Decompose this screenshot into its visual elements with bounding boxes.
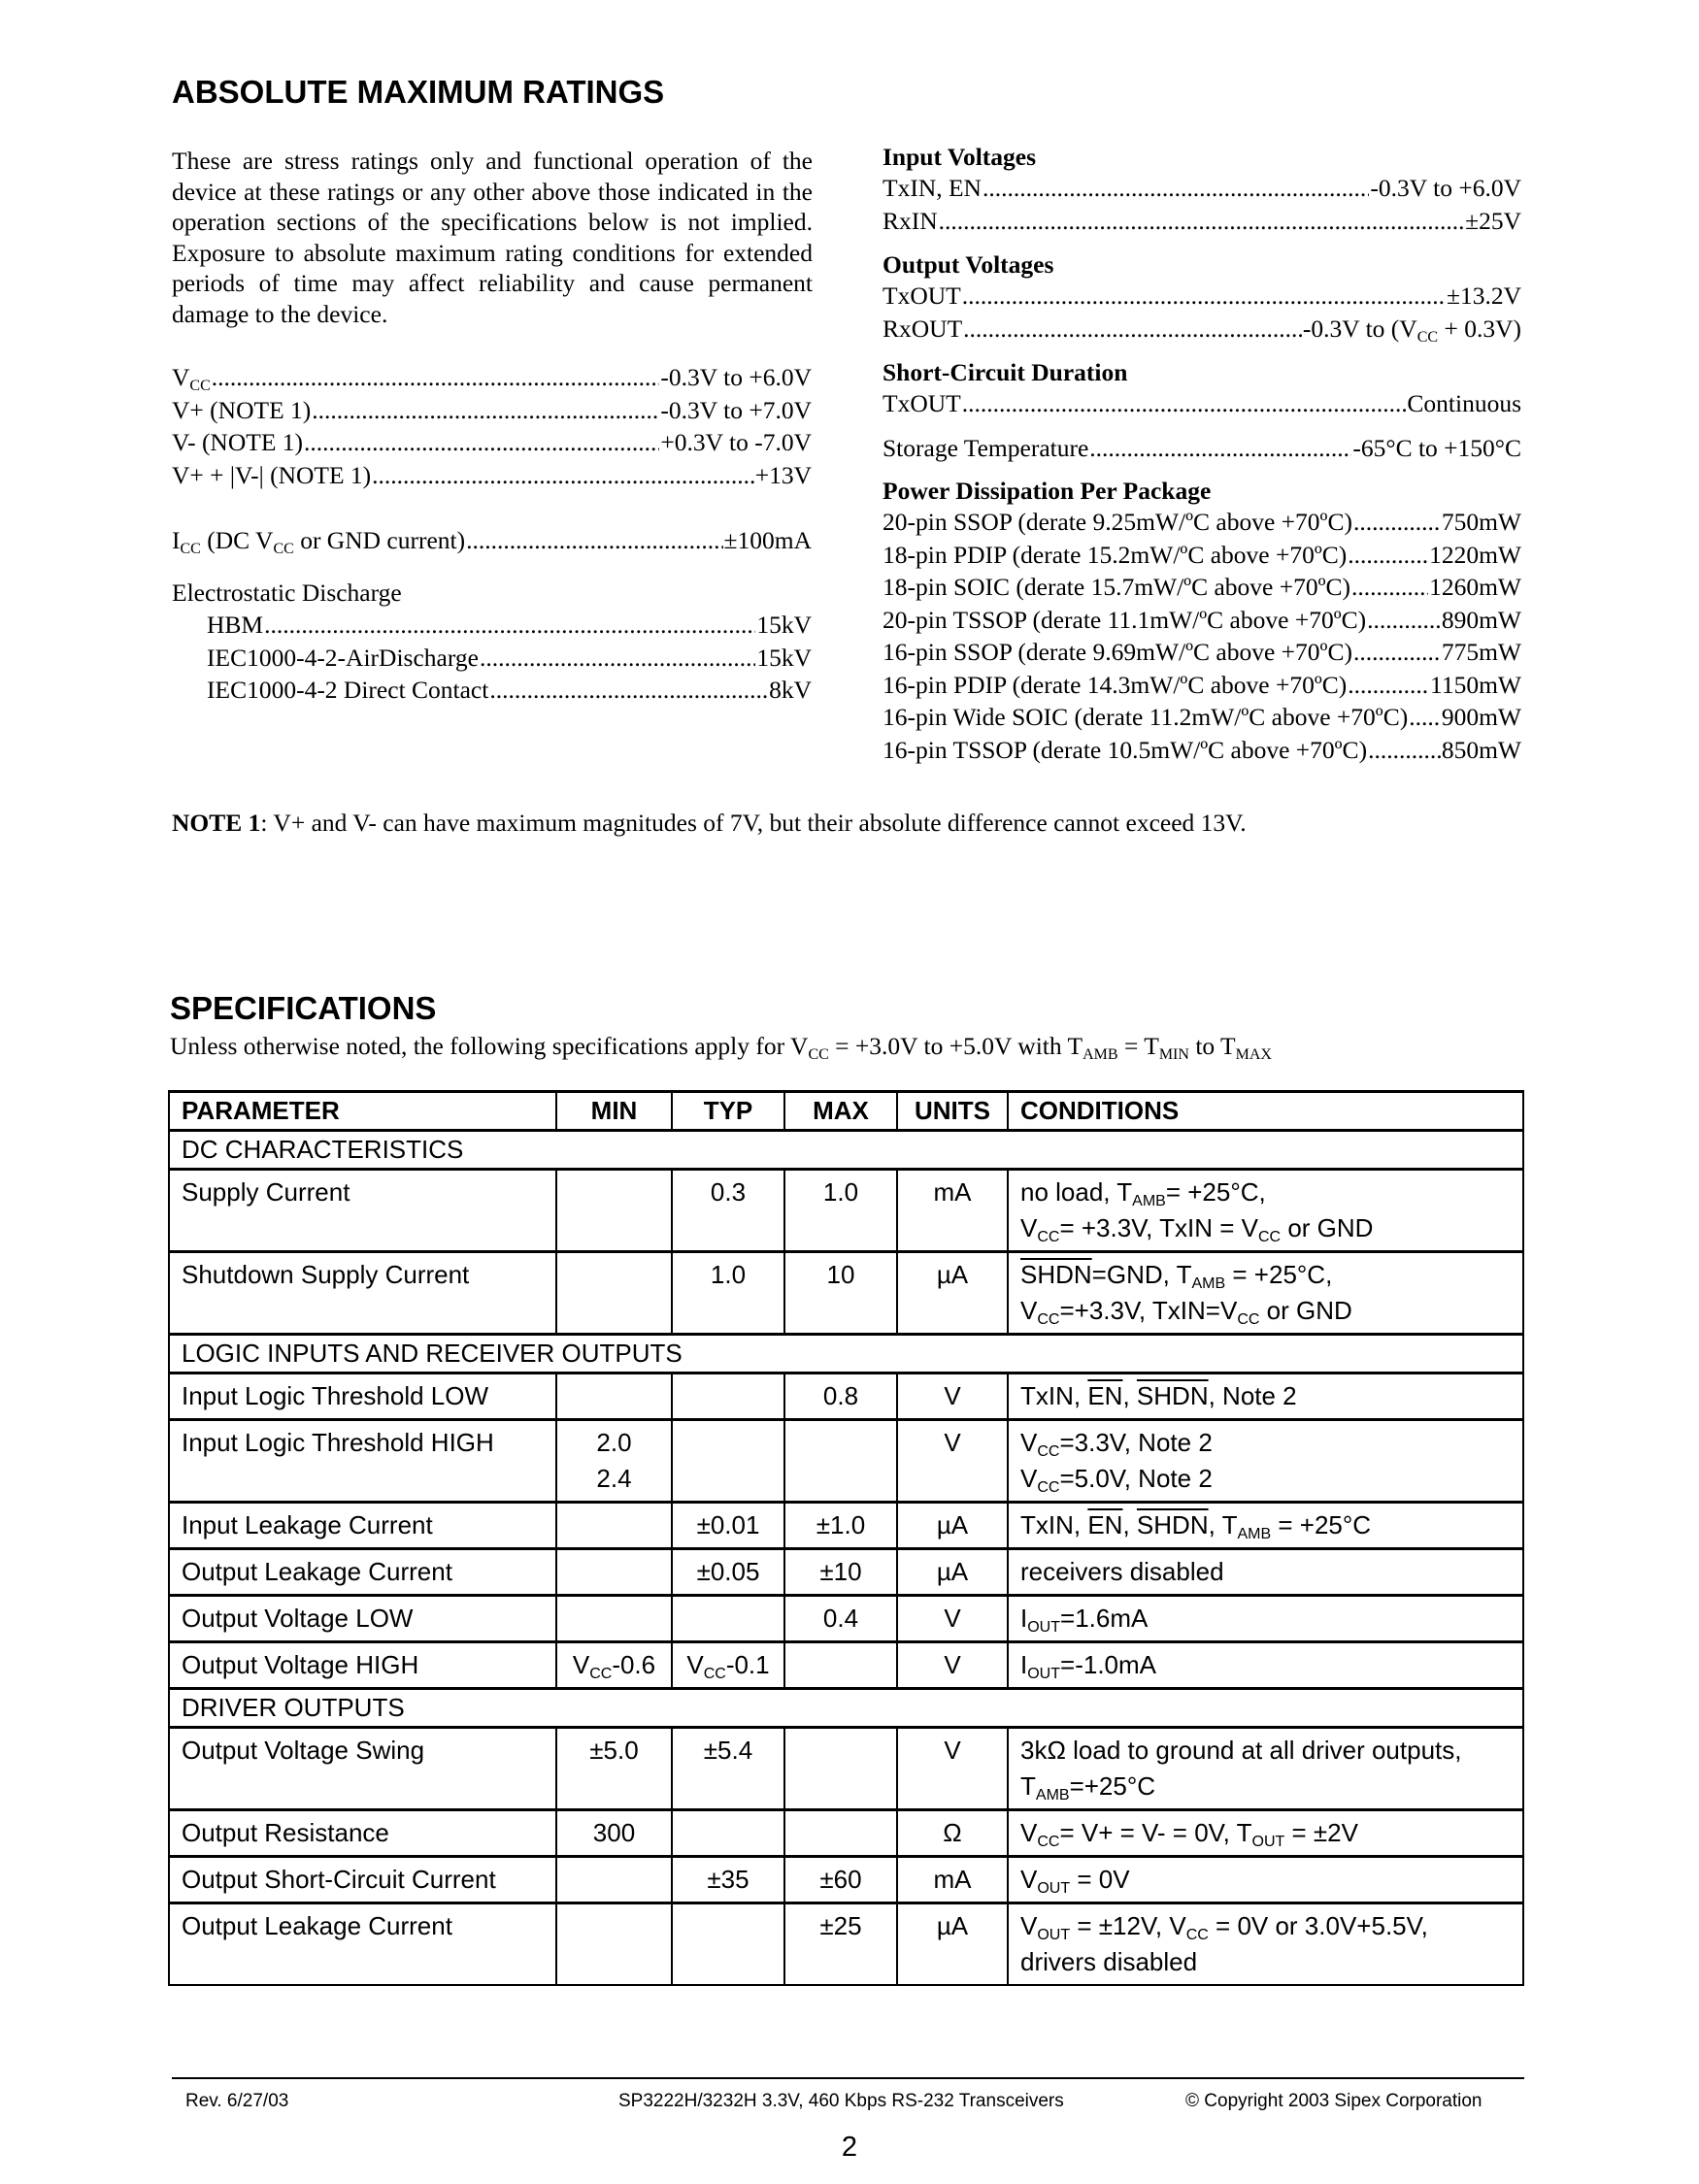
esd-title: Electrostatic Discharge [172,578,402,607]
conditions-cell: $I_{OUT}=1.6mA$ [1008,1596,1523,1642]
param-cell: Output Voltage Swing [169,1728,556,1810]
table-row [169,1596,1523,1642]
rating-rxout: RxOUT ..... -0.3V to $(V_{CC} + 0.3V)$ [883,314,1521,347]
param-cell: Output Leakage Current [169,1903,556,1986]
table-row [169,1420,1523,1503]
typ-cell [672,1373,784,1420]
footer-revision: Rev. 6/27/03 [185,2091,289,2111]
rating-air: IEC1000-4-2-AirDischarge ..... 15kV [172,644,812,677]
table-row [169,1373,1523,1420]
header-min: MIN [556,1092,672,1131]
rating-vplus: V+ (NOTE 1) ..... -0.3V to +7.0V [172,396,812,429]
input-voltages-title: Input Voltages [883,143,1037,171]
max-cell: 0.4 [784,1596,897,1642]
min-cell [556,1596,672,1642]
table-row [169,1170,1523,1252]
power-dissipation-row: 18-pin PDIP (derate 15.2mW/ºC above +70ºC) ..... 1220mW [883,541,1521,574]
conditions-cell: $V_{OUT} = \pm 12V$, $V_{CC} = 0V$ or 3.0V+5.5V, drivers disabled [1008,1903,1523,1986]
min-cell: 2.0 2.4 [556,1420,672,1503]
table-row [169,1252,1523,1335]
abs-max-title: ABSOLUTE MAXIMUM RATINGS [172,74,665,110]
min-cell [556,1857,672,1903]
header-parameter: PARAMETER [169,1092,556,1131]
short-circuit-title: Short-Circuit Duration [883,358,1128,386]
param-cell: Output Resistance [169,1810,556,1857]
max-cell: 0.8 [784,1373,897,1420]
max-cell: ±10 [784,1549,897,1596]
units-cell: V [897,1420,1008,1503]
max-cell: ±1.0 [784,1503,897,1549]
note-1: NOTE 1: V+ and V- can have maximum magnitudes of 7V, but their absolute difference cannot exceed 13V. [172,809,1247,837]
power-dissipation-list [883,508,1521,768]
min-cell [556,1252,672,1335]
units-cell: V [897,1728,1008,1810]
header-typ: TYP [672,1092,784,1131]
param-cell: Input Logic Threshold LOW [169,1373,556,1420]
section-row [169,1335,1523,1373]
min-cell: 300 [556,1810,672,1857]
max-cell [784,1810,897,1857]
power-dissipation-row: 16-pin SSOP (derate 9.69mW/ºC above +70ºC) ..... 775mW [883,638,1521,671]
footer-product: SP3222H/3232H 3.3V, 460 Kbps RS-232 Transceivers [618,2091,1064,2111]
param-cell: Output Voltage HIGH [169,1642,556,1689]
max-cell [784,1420,897,1503]
min-cell [556,1373,672,1420]
units-cell: mA [897,1857,1008,1903]
table-row [169,1903,1523,1986]
section-logic: LOGIC INPUTS AND RECEIVER OUTPUTS [169,1335,1523,1373]
typ-cell: $V_{CC}-0.1$ [672,1642,784,1689]
section-driver: DRIVER OUTPUTS [169,1689,1523,1728]
min-cell [556,1903,672,1986]
conditions-cell: TxIN, $\overline{EN}$, SHDN, Note 2 [1008,1373,1523,1420]
table-row [169,1549,1523,1596]
table-row [169,1857,1523,1903]
rating-icc: $I_{CC}$ (DC $V_{CC}$ or GND current) ..... ±100mA [172,526,812,559]
power-dissipation-row: 16-pin Wide SOIC (derate 11.2mW/ºC above +70ºC) ..... 900mW [883,703,1521,736]
page-number: 2 [841,2132,858,2163]
table-row [169,1642,1523,1689]
typ-cell [672,1596,784,1642]
header-units: UNITS [897,1092,1008,1131]
conditions-cell: receivers disabled [1008,1549,1523,1596]
header-max: MAX [784,1092,897,1131]
conditions-cell: no load, $T_{AMB}= +25^\circ C$, $V_{CC}= +3.3V$, TxIN = $V_{CC}$ or GND [1008,1170,1523,1252]
section-dc: DC CHARACTERISTICS [169,1131,1523,1170]
conditions-cell: SHDN=GND, $T_{AMB} = +25^\circ C$, $V_{CC}=+3.3V$, $TxIN=V_{CC}$ or GND [1008,1252,1523,1335]
power-dissipation-row: 20-pin SSOP (derate 9.25mW/ºC above +70ºC) ..... 750mW [883,508,1521,541]
param-cell: Output Leakage Current [169,1549,556,1596]
section-row [169,1131,1523,1170]
typ-cell: 1.0 [672,1252,784,1335]
table-row [169,1503,1523,1549]
table-header-row [169,1092,1523,1131]
units-cell: mA [897,1170,1008,1252]
table-row [169,1728,1523,1810]
rating-hbm: HBM ..... 15kV [172,611,812,644]
units-cell: µA [897,1252,1008,1335]
units-cell: V [897,1373,1008,1420]
max-cell: ±60 [784,1857,897,1903]
param-cell: Shutdown Supply Current [169,1252,556,1335]
param-cell: Input Leakage Current [169,1503,556,1549]
max-cell [784,1642,897,1689]
max-cell: 10 [784,1252,897,1335]
rating-txout-short: TxOUT ..... Continuous [883,389,1521,422]
rating-contact: IEC1000-4-2 Direct Contact ..... 8kV [172,676,812,709]
typ-cell [672,1420,784,1503]
typ-cell: ±5.4 [672,1728,784,1810]
min-cell [556,1549,672,1596]
rating-vcc: $V_{CC}$ ..... -0.3V to +6.0V [172,363,812,396]
min-cell [556,1170,672,1252]
footer-copyright: © Copyright 2003 Sipex Corporation [1185,2091,1482,2111]
min-cell: ±5.0 [556,1728,672,1810]
output-voltages-title: Output Voltages [883,250,1054,279]
conditions-cell: 3kΩ load to ground at all driver outputs, $T_{AMB}=+25^\circ C$ [1008,1728,1523,1810]
rating-storage: Storage Temperature ..... -65°C to +150°C [883,434,1521,467]
units-cell: Ω [897,1810,1008,1857]
min-cell: $V_{CC}-0.6$ [556,1642,672,1689]
typ-cell: ±35 [672,1857,784,1903]
max-cell [784,1728,897,1810]
abs-left-list [172,363,812,709]
table-row [169,1810,1523,1857]
power-dissipation-row: 16-pin TSSOP (derate 10.5mW/ºC above +70ºC) ..... 850mW [883,736,1521,769]
typ-cell: ±0.01 [672,1503,784,1549]
conditions-cell: $I_{OUT}=-1.0mA$ [1008,1642,1523,1689]
param-cell: Input Logic Threshold HIGH [169,1420,556,1503]
abs-intro-paragraph: These are stress ratings only and functional operation of the device at these ratings or any other above those indicated in the operation sections of the specifications below is not implied. Exposure to absolute maximum rating conditions for extended periods of time may affect reliability and cause permanent damage to the device. [172,147,813,328]
header-conditions: CONDITIONS [1008,1092,1523,1131]
max-cell: 1.0 [784,1170,897,1252]
rating-txout: TxOUT ..... ±13.2V [883,281,1521,314]
units-cell: µA [897,1903,1008,1986]
units-cell: µA [897,1503,1008,1549]
min-cell [556,1503,672,1549]
conditions-cell: TxIN, $\overline{EN}$, SHDN, $T_{AMB} = +25^\circ C$ [1008,1503,1523,1549]
specifications-table [168,1090,1524,1986]
units-cell: V [897,1596,1008,1642]
rating-vsum: V+ + |V-| (NOTE 1) ..... +13V [172,461,812,494]
conditions-cell: $V_{CC}= V+ = V- = 0V$, $T_{OUT} = \pm 2V$ [1008,1810,1523,1857]
power-dissipation-title: Power Dissipation Per Package [883,477,1212,505]
specifications-title: SPECIFICATIONS [170,990,437,1026]
specifications-subtitle: Unless otherwise noted, the following specifications apply for $V_{CC} = +3.0V$ to +5.0V with $T_{AMB} = T_{MIN}$ to $T_{MAX}$ [170,1032,1272,1063]
max-cell: ±25 [784,1903,897,1986]
rating-vminus: V- (NOTE 1) ..... +0.3V to -7.0V [172,428,812,461]
typ-cell: 0.3 [672,1170,784,1252]
param-cell: Supply Current [169,1170,556,1252]
footer-rule [172,2077,1524,2079]
param-cell: Output Short-Circuit Current [169,1857,556,1903]
typ-cell [672,1810,784,1857]
units-cell: V [897,1642,1008,1689]
param-cell: Output Voltage LOW [169,1596,556,1642]
power-dissipation-row: 16-pin PDIP (derate 14.3mW/ºC above +70ºC) ..... 1150mW [883,671,1521,704]
typ-cell: ±0.05 [672,1549,784,1596]
conditions-cell: $V_{OUT} = 0V$ [1008,1857,1523,1903]
rating-rxin: RxIN ..... ±25V [883,207,1521,240]
rating-txin: TxIN, EN ..... -0.3V to +6.0V [883,174,1521,207]
power-dissipation-row: 20-pin TSSOP (derate 11.1mW/ºC above +70ºC) ..... 890mW [883,606,1521,639]
typ-cell [672,1903,784,1986]
section-row [169,1689,1523,1728]
conditions-cell: $V_{CC}=3.3V$, Note 2 $V_{CC}=5.0V$, Note 2 [1008,1420,1523,1503]
power-dissipation-row: 18-pin SOIC (derate 15.7mW/ºC above +70ºC) ..... 1260mW [883,573,1521,606]
units-cell: µA [897,1549,1008,1596]
abs-right-list [883,136,1521,768]
